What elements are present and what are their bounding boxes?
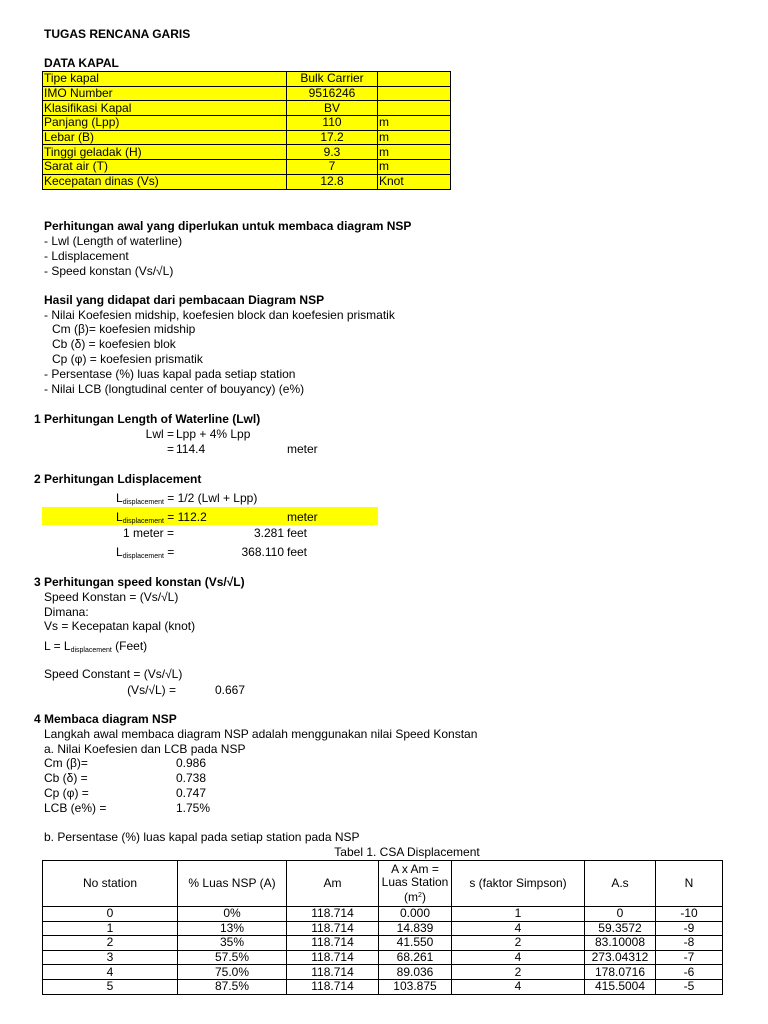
n-cell: -5: [656, 979, 723, 994]
ship-unit-cell: m: [378, 116, 451, 131]
am-cell: 118.714: [287, 965, 379, 980]
hasil-item: - Nilai Koefesien midship, koefesien block dan koefesien prismatik: [44, 308, 395, 322]
col-header-simpson: s (faktor Simpson): [452, 861, 585, 907]
station-cell: 4: [43, 965, 178, 980]
ship-label-cell: Klasifikasi Kapal: [43, 101, 287, 116]
simpson-cell: 4: [452, 921, 585, 936]
table-row: [43, 921, 723, 936]
as-cell: 415.5004: [585, 979, 656, 994]
station-cell: 2: [43, 936, 178, 951]
section-number: 1: [34, 412, 41, 426]
ship-label-cell: Panjang (Lpp): [43, 116, 287, 131]
ship-value-cell: 9516246: [287, 86, 378, 101]
axam-cell: 89.036: [379, 965, 452, 980]
am-cell: 118.714: [287, 950, 379, 965]
ship-unit-cell: m: [378, 160, 451, 175]
ship-value-cell: 17.2: [287, 130, 378, 145]
awal-item: - Ldisplacement: [44, 249, 129, 263]
table-row: [43, 907, 723, 922]
section-number: 4: [34, 712, 41, 726]
feet-unit: feet: [287, 526, 308, 540]
simpson-cell: 1: [452, 907, 585, 922]
speed-lhs: (Vs/√L) =: [127, 683, 176, 697]
speed-line: Speed Konstan = (Vs/√L): [44, 590, 179, 604]
ship-label-cell: Tipe kapal: [43, 72, 287, 87]
meter-value: 3.281: [253, 526, 284, 540]
ship-value-cell: 7: [287, 160, 378, 175]
as-cell: 178.0716: [585, 965, 656, 980]
col-header-n: N: [656, 861, 723, 907]
awal-heading: Perhitungan awal yang diperlukan untuk membaca diagram NSP: [44, 219, 412, 233]
section-heading: Membaca diagram NSP: [44, 712, 177, 726]
simpson-cell: 4: [452, 950, 585, 965]
col-header-as: A.s: [585, 861, 656, 907]
n-cell: -9: [656, 921, 723, 936]
simpson-cell: 2: [452, 965, 585, 980]
ship-data-row: [43, 145, 451, 160]
ldisp-result-line: $L_{displacement} = 112.2$: [116, 510, 207, 525]
luas-cell: 75.0%: [178, 965, 287, 980]
table-row: [43, 965, 723, 980]
meter-label: 1 meter =: [123, 526, 175, 540]
feet-unit: feet: [287, 545, 308, 559]
axam-line1: A x Am =: [391, 862, 439, 876]
ldisp-unit: meter: [287, 510, 318, 524]
table-row: [43, 950, 723, 965]
col-header-station: No station: [43, 861, 178, 907]
lwl-lhs: Lwl =: [145, 427, 174, 441]
csa-displacement-table: [42, 860, 723, 995]
station-cell: 0: [43, 907, 178, 922]
ship-unit-cell: [378, 101, 451, 116]
station-cell: 1: [43, 921, 178, 936]
hasil-item: Cb (δ) = koefesien blok: [52, 337, 176, 351]
table-row: [43, 979, 723, 994]
nsp-intro: Langkah awal membaca diagram NSP adalah menggunakan nilai Speed Konstan: [44, 727, 478, 741]
lwl-unit: meter: [287, 442, 318, 456]
station-cell: 3: [43, 950, 178, 965]
ship-value-cell: BV: [287, 101, 378, 116]
ship-label-cell: Tinggi geladak (H): [43, 145, 287, 160]
ship-value-cell: 110: [287, 116, 378, 131]
awal-item: - Speed konstan (Vs/√L): [44, 264, 174, 278]
as-cell: 273.04312: [585, 950, 656, 965]
axam-cell: 14.839: [379, 921, 452, 936]
ship-data-row: [43, 101, 451, 116]
n-cell: -8: [656, 936, 723, 951]
awal-item: - Lwl (Length of waterline): [44, 234, 183, 248]
col-header-luas: % Luas NSP (A): [178, 861, 287, 907]
ship-label-cell: Kecepatan dinas (Vs): [43, 174, 287, 189]
nsp-sub-a: a. Nilai Koefesien dan LCB pada NSP: [44, 742, 246, 756]
ship-unit-cell: m: [378, 130, 451, 145]
col-header-am: Am: [287, 861, 379, 907]
as-cell: 0: [585, 907, 656, 922]
simpson-cell: 4: [452, 979, 585, 994]
am-cell: 118.714: [287, 907, 379, 922]
axam-cell: 103.875: [379, 979, 452, 994]
section-heading: Perhitungan speed konstan (Vs/√L): [44, 575, 245, 589]
ship-unit-cell: [378, 72, 451, 87]
ship-data-row: [43, 130, 451, 145]
coeff-value: 0.738: [176, 771, 207, 785]
n-cell: -6: [656, 965, 723, 980]
ship-value-cell: 9.3: [287, 145, 378, 160]
axam-cell: 68.261: [379, 950, 452, 965]
luas-cell: 57.5%: [178, 950, 287, 965]
coeff-label: Cm (β)=: [44, 756, 88, 770]
n-cell: -10: [656, 907, 723, 922]
as-cell: 83.10008: [585, 936, 656, 951]
luas-cell: 87.5%: [178, 979, 287, 994]
ship-value-cell: 12.8: [287, 174, 378, 189]
hasil-item: - Nilai LCB (longtudinal center of bouyancy) (e%): [44, 382, 305, 396]
hasil-item: - Persentase (%) luas kapal pada setiap station: [44, 367, 296, 381]
speed-value: 0.667: [215, 683, 246, 697]
station-cell: 5: [43, 979, 178, 994]
ship-unit-cell: Knot: [378, 174, 451, 189]
col-header-axam: [379, 861, 452, 907]
lwl-formula: Lpp + 4% Lpp: [176, 427, 251, 441]
n-cell: -7: [656, 950, 723, 965]
ldisp-formula-line: $L_{displacement} = 1/2$ (Lwl + Lpp): [116, 491, 258, 506]
as-cell: 59.3572: [585, 921, 656, 936]
luas-cell: 13%: [178, 921, 287, 936]
axam-line3: $(m^2)$: [404, 890, 426, 904]
section-heading: Perhitungan Length of Waterline (Lwl): [44, 412, 261, 426]
data-kapal-heading: DATA KAPAL: [44, 56, 119, 70]
ldisp-feet-line: $L_{displacement}$ =: [116, 545, 175, 560]
ship-label-cell: Sarat air (T): [43, 160, 287, 175]
coeff-label: LCB (e%) =: [44, 801, 107, 815]
table-caption: Tabel 1. CSA Displacement: [334, 845, 480, 859]
luas-cell: 35%: [178, 936, 287, 951]
hasil-item: Cp (φ) = koefesien prismatik: [52, 352, 203, 366]
ship-label-cell: Lebar (B): [43, 130, 287, 145]
coeff-value: 0.986: [176, 756, 207, 770]
speed-l-line: $L = L_{displacement}$ (Feet): [44, 639, 148, 654]
ship-data-row: [43, 160, 451, 175]
am-cell: 118.714: [287, 936, 379, 951]
speed-line: Speed Constant = (Vs/√L): [44, 667, 183, 681]
lwl-value: 114.4: [176, 442, 206, 456]
nsp-sub-b: b. Persentase (%) luas kapal pada setiap station pada NSP: [44, 830, 360, 844]
axam-line2: Luas Station: [381, 875, 449, 889]
coeff-value: 0.747: [176, 786, 207, 800]
ship-value-cell: Bulk Carrier: [287, 72, 378, 87]
luas-cell: 0%: [178, 907, 287, 922]
am-cell: 118.714: [287, 921, 379, 936]
ship-unit-cell: m: [378, 145, 451, 160]
section-number: 3: [34, 575, 41, 589]
page-title: TUGAS RENCANA GARIS: [44, 27, 191, 41]
lwl-eq: =: [166, 442, 174, 456]
ldisp-feet-value: 368.110: [241, 545, 284, 559]
hasil-item: Cm (β)= koefesien midship: [52, 322, 196, 336]
ship-data-table: [42, 71, 451, 190]
ship-unit-cell: [378, 86, 451, 101]
ship-data-row: [43, 86, 451, 101]
coeff-label: Cb (δ) =: [44, 771, 88, 785]
table-row: [43, 936, 723, 951]
ldisp-highlight: [42, 507, 378, 525]
ship-data-row: [43, 174, 451, 189]
section-number: 2: [34, 472, 41, 486]
simpson-cell: 2: [452, 936, 585, 951]
coeff-value: 1.75%: [176, 801, 211, 815]
speed-line: Dimana:: [44, 605, 89, 619]
ship-label-cell: IMO Number: [43, 86, 287, 101]
ship-data-row: [43, 72, 451, 87]
am-cell: 118.714: [287, 979, 379, 994]
speed-line: Vs = Kecepatan kapal (knot): [44, 619, 196, 633]
coeff-label: Cp (φ) =: [44, 786, 89, 800]
hasil-heading: Hasil yang didapat dari pembacaan Diagram NSP: [44, 293, 325, 307]
axam-cell: 41.550: [379, 936, 452, 951]
section-heading: Perhitungan Ldisplacement: [44, 472, 202, 486]
axam-cell: 0.000: [379, 907, 452, 922]
ship-data-row: [43, 116, 451, 131]
